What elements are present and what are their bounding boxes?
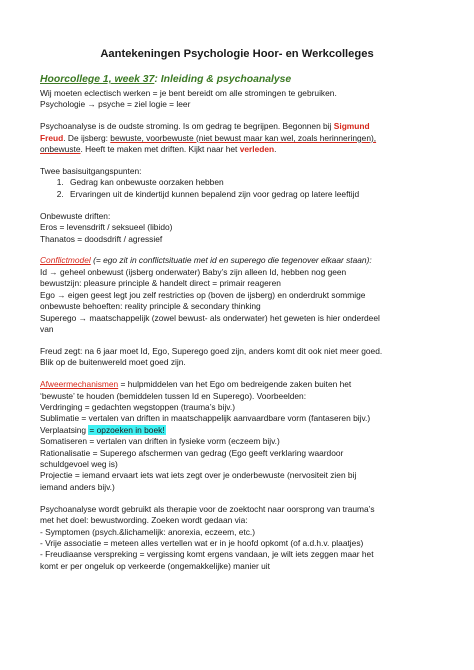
text-line	[40, 255, 434, 266]
text-line: schuldgevoel weg is)	[40, 458, 118, 469]
paragraph-therapie	[40, 504, 434, 572]
text-line: Sublimatie = vertalen van driften in maatschappelijk aanvaardbare vorm (fantaseren bijv.)	[40, 413, 371, 424]
highlight-freud-last: Freud	[40, 132, 64, 143]
numbered-list	[40, 177, 434, 200]
text-line: Ego → eigen geest legt jou zelf restricties op (boven de ijsberg) en onderdrukt sommige	[40, 289, 366, 300]
text-line: iemand anders bijv.)	[40, 481, 115, 492]
text-line: Onbewuste driften:	[40, 210, 111, 221]
text-line: Verdringing = gedachten wegstoppen (trauma’s bijv.)	[40, 401, 235, 412]
text-line: Superego → maatschappelijk (zowel bewust- als onderwater) het geweten is hier onderdeel	[40, 312, 380, 323]
text-line	[40, 379, 434, 390]
section-heading-week: Hoorcollege 1, week 37	[40, 74, 155, 85]
text-line	[40, 144, 434, 155]
paragraph-freud-zegt	[40, 346, 434, 369]
text-span: Verplaatsing	[40, 424, 89, 435]
highlight-conflictmodel: Conflictmodel	[40, 255, 91, 266]
underlined-onbewuste: onbewuste	[40, 144, 81, 155]
text-line: Psychoanalyse wordt gebruikt als therapie voor de zoektocht naar oorsprong van trauma’s	[40, 503, 375, 514]
text-span: .	[274, 144, 277, 155]
text-line: Projectie = iemand ervaart iets wat iets zegt over je onderbewuste (nervositeit zien bij	[40, 470, 357, 481]
text-line: Somatiseren = vertalen van driften in fysieke vorm (eczeem bijv.)	[40, 436, 280, 447]
text-span: . De ijsberg:	[63, 132, 111, 143]
text-span: (= ego zit in conflictsituatie met id en superego die tegenover elkaar staan):	[90, 255, 372, 266]
highlight-afweermechanismen: Afweermechanismen	[40, 379, 119, 390]
text-line	[40, 133, 434, 144]
paragraph-afweermechanismen	[40, 379, 434, 493]
section-heading	[40, 74, 434, 85]
text-line: - Freudiaanse verspreking = vergissing komt ergens vandaan, je wilt iets zeggen maar het	[40, 549, 374, 560]
text-line: ‘bewuste’ te houden (bemiddelen tussen Id en Superego). Voorbeelden:	[40, 390, 307, 401]
paragraph-basisuitgangspunten	[40, 166, 434, 200]
paragraph-conflictmodel	[40, 255, 434, 335]
text-line: - Symptomen (psych.&lichamelijk: anorexia, eczeem, etc.)	[40, 526, 256, 537]
text-line	[40, 425, 434, 436]
paragraph-driften	[40, 211, 434, 245]
document-title: Aantekeningen Psychologie Hoor- en Werkcolleges	[100, 48, 374, 60]
section-heading-topic: : Inleiding & psychoanalyse	[154, 74, 292, 85]
text-line: Twee basisuitgangspunten:	[40, 166, 142, 177]
text-span: Psychoanalyse is de oudste stroming. Is om gedrag te begrijpen. Begonnen bij	[40, 121, 334, 132]
text-span: = hulpmiddelen van het Ego om bedreigende zaken buiten het	[118, 379, 352, 390]
text-line: Eros = levensdrift / seksueel (libido)	[40, 222, 173, 233]
text-line: met het doel: bewustwording. Zoeken wordt gedaan via:	[40, 515, 248, 526]
text-line: Freud zegt: na 6 jaar moet Id, Ego, Superego goed zijn, anders komt dit ook niet meer goed.	[40, 345, 383, 356]
list-item: 2. Ervaringen uit de kindertijd kunnen bepalend zijn voor gedrag op latere leeftijd	[66, 189, 434, 200]
text-line: - Vrije associatie = meteen alles vertellen wat er in je hoofd opkomt (of a.d.h.v. plaatjes)	[40, 537, 364, 548]
underlined-ijsberg: bewuste, voorbewuste (niet bewust maar kan wel, zoals herinneringen),	[110, 132, 377, 143]
highlight-verleden: verleden	[239, 144, 275, 155]
text-line: Wij moeten eclectisch werken = je bent bereidt om alle stromingen te gebruiken.	[40, 88, 337, 98]
text-line: van	[40, 323, 54, 334]
text-line: Blik op de buitenwereld moet goed zijn.	[40, 357, 186, 368]
list-item: 1. Gedrag kan onbewuste oorzaken hebben	[66, 177, 434, 188]
text-line: onbewuste behoeften: reality principle & secondary thinking	[40, 301, 261, 312]
text-line: Psychologie → psyche = ziel logie = leer	[40, 99, 191, 110]
text-line: Id → geheel onbewust (ijsberg onderwater) Baby’s zijn alleen Id, hebben nog geen	[40, 266, 347, 277]
highlight-opzoeken: = opzoeken in boek!	[89, 424, 165, 435]
text-line: bewustzijn: pleasure principle & handelt direct = primair reageren	[40, 278, 281, 289]
text-line: komt er per ongeluk op verkeerde (ongemakkelijke) manier uit	[40, 560, 270, 571]
highlight-freud-first: Sigmund	[333, 121, 370, 132]
text-line	[40, 121, 434, 132]
text-line: Thanatos = doodsdrift / agressief	[40, 233, 163, 244]
text-span: . Heeft te maken met driften. Kijkt naar het	[80, 144, 240, 155]
paragraph-eclectisch	[40, 88, 434, 111]
text-line: Rationalisatie = Superego afschermen van gedrag (Ego geeft verklaring waardoor	[40, 447, 344, 458]
paragraph-psychoanalyse	[40, 121, 434, 155]
